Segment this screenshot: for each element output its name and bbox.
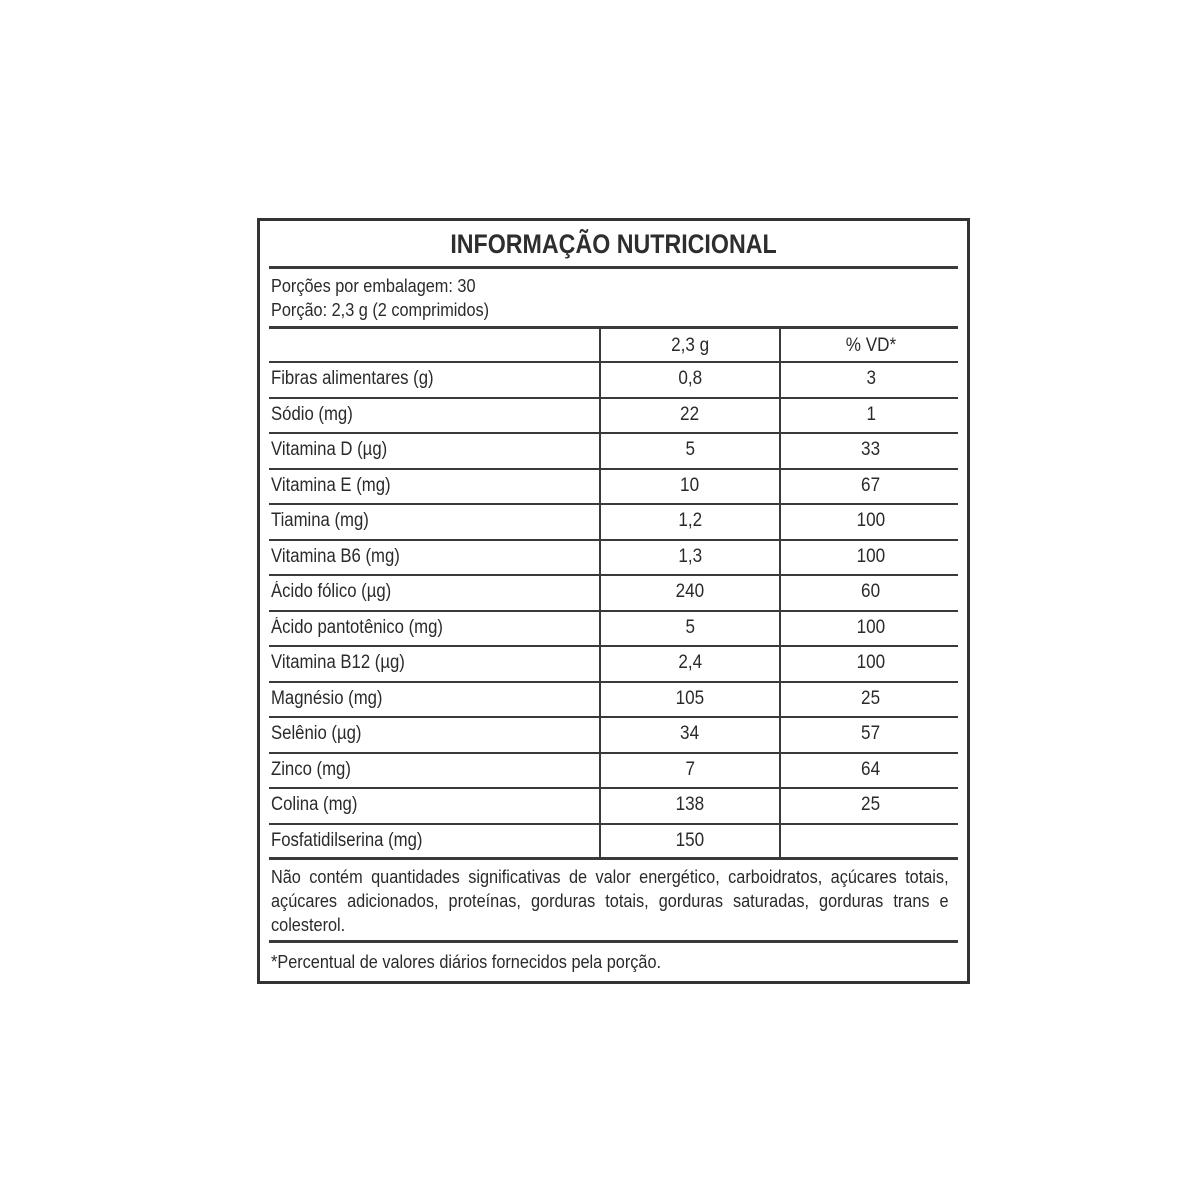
nutrient-daily-value: 25	[861, 687, 881, 709]
nutrient-name: Zinco (mg)	[271, 758, 351, 780]
nutrient-daily-value: 100	[856, 545, 886, 567]
nutrient-amount: 34	[680, 723, 700, 744]
nutrient-name: Selênio (µg)	[271, 723, 362, 744]
column-header-amount: 2,3 g	[670, 335, 710, 356]
nutrient-daily-value: 25	[861, 794, 881, 815]
nutrient-name: Vitamina B12 (µg)	[271, 652, 405, 673]
nutrient-amount: 1,2	[678, 510, 702, 531]
nutrient-daily-value: 100	[856, 616, 886, 638]
nutrient-amount: 2,4	[678, 652, 702, 673]
divider	[269, 940, 958, 943]
nutrient-name: Magnésio (mg)	[271, 687, 383, 709]
note-text: Não contém quantidades significativas de valor energético, carboidratos, açúcares totais, açúcares adicionados, proteínas, gorduras totais, gorduras saturadas, gorduras trans e colesterol.	[271, 866, 949, 935]
nutrient-daily-value: 100	[856, 510, 886, 531]
nutrient-daily-value: 33	[861, 439, 881, 460]
row-divider	[269, 823, 958, 825]
nutrient-amount: 105	[675, 687, 705, 709]
divider	[269, 857, 958, 860]
row-divider	[269, 574, 958, 576]
nutrient-daily-value: 100	[856, 652, 886, 673]
nutrient-amount: 240	[675, 581, 705, 602]
nutrient-amount: 150	[675, 829, 705, 851]
nutrient-name: Ácido pantotênico (mg)	[271, 616, 443, 638]
row-divider	[269, 716, 958, 718]
nutrition-facts-label	[257, 218, 970, 984]
nutrient-name: Ácido fólico (µg)	[271, 581, 392, 602]
row-divider	[269, 361, 958, 363]
row-divider	[269, 645, 958, 647]
servings-per-package: Porções por embalagem: 30	[271, 275, 476, 296]
divider	[269, 266, 958, 269]
footnote: *Percentual de valores diários fornecidos pela porção.	[271, 951, 662, 972]
nutrient-daily-value: 67	[861, 474, 881, 496]
label-title: INFORMAÇÃO NUTRICIONAL	[450, 229, 777, 259]
nutrient-amount: 7	[685, 758, 695, 780]
nutrient-amount: 22	[680, 403, 700, 425]
nutrient-name: Fosfatidilserina (mg)	[271, 829, 423, 851]
nutrient-amount: 10	[680, 474, 700, 496]
nutrient-name: Vitamina D (µg)	[271, 439, 388, 460]
row-divider	[269, 539, 958, 541]
row-divider	[269, 787, 958, 789]
nutrient-daily-value: 57	[861, 723, 881, 744]
row-divider	[269, 468, 958, 470]
nutrient-daily-value: 1	[866, 403, 876, 425]
nutrient-name: Vitamina E (mg)	[271, 474, 391, 496]
nutrient-amount: 5	[685, 616, 695, 638]
nutrient-name: Colina (mg)	[271, 794, 358, 815]
nutrient-amount: 5	[685, 439, 695, 460]
nutrient-daily-value: 3	[866, 368, 876, 389]
nutrient-daily-value	[780, 829, 962, 853]
nutrient-amount: 138	[675, 794, 705, 815]
nutrient-name: Fibras alimentares (g)	[271, 368, 434, 389]
row-divider	[269, 503, 958, 505]
nutrient-amount: 1,3	[678, 545, 702, 567]
divider	[269, 326, 958, 329]
nutrient-name: Sódio (mg)	[271, 403, 353, 425]
nutrient-amount: 0,8	[678, 368, 702, 389]
row-divider	[269, 681, 958, 683]
column-header-vd: % VD*	[845, 335, 897, 356]
nutrient-name: Tiamina (mg)	[271, 510, 369, 531]
nutrient-daily-value: 60	[861, 581, 881, 602]
row-divider	[269, 752, 958, 754]
serving-size: Porção: 2,3 g (2 comprimidos)	[271, 299, 490, 320]
row-divider	[269, 610, 958, 612]
nutrient-daily-value: 64	[861, 758, 881, 780]
row-divider	[269, 397, 958, 399]
row-divider	[269, 432, 958, 434]
nutrient-name: Vitamina B6 (mg)	[271, 545, 400, 567]
